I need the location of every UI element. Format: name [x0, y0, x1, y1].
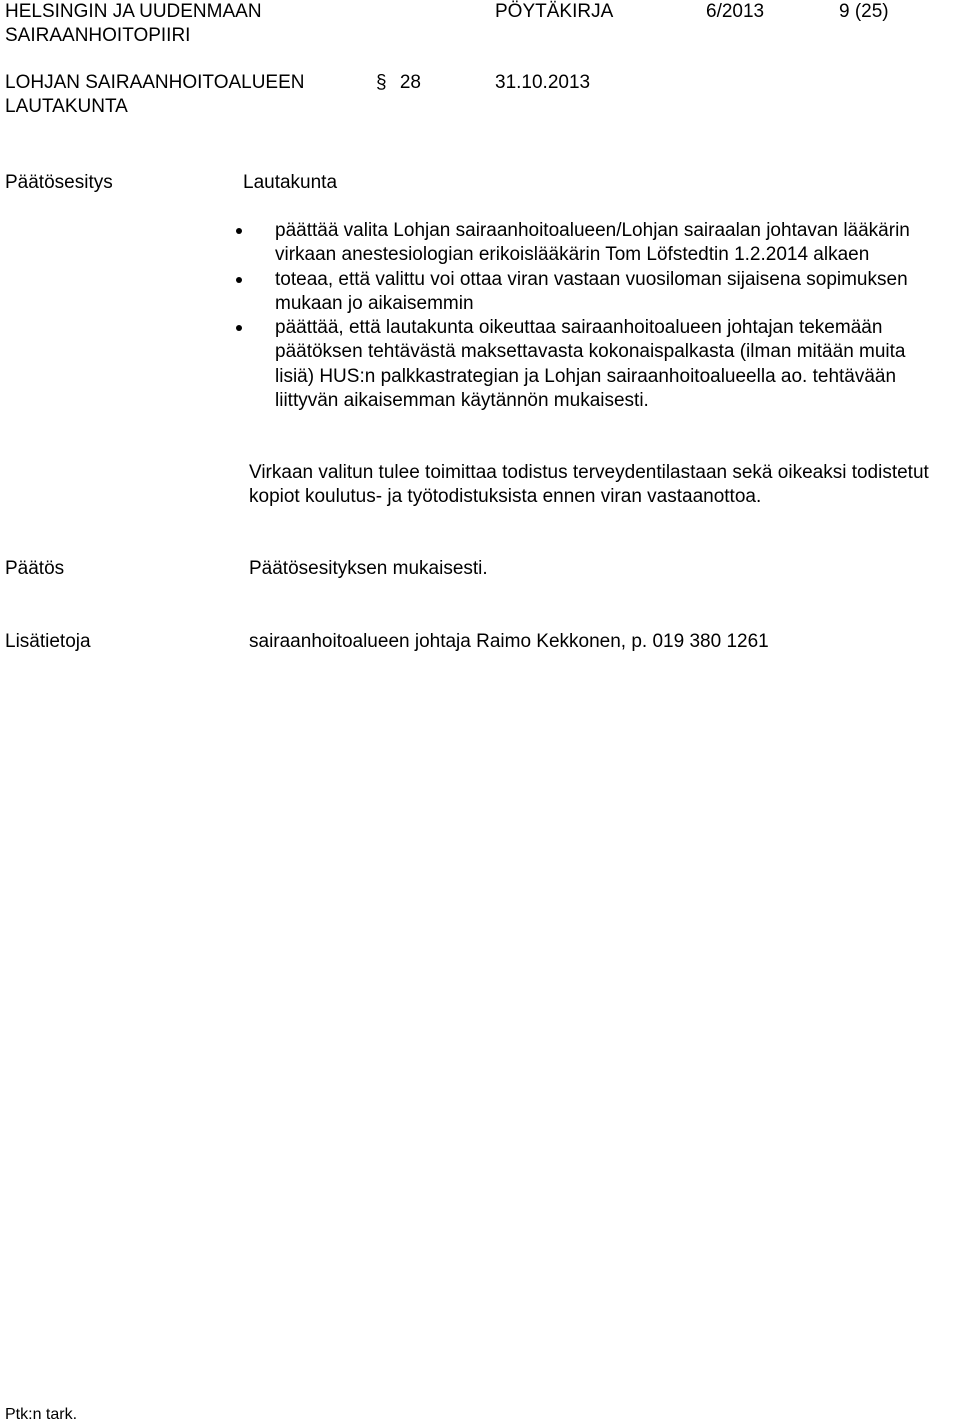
- list-item-text: päättää valita Lohjan sairaanhoitoalueen/Lohjan sairaalan johtavan lääkärin virkaan anestesiologian erikoislääkärin Tom Löfstedtin 1.2.2014 alkaen: [275, 220, 910, 266]
- minutes-check: Ptk:n tark.: [5, 1406, 78, 1423]
- section-number: § 28: [376, 72, 421, 93]
- bullet-icon: [236, 228, 242, 234]
- info-text: sairaanhoitoalueen johtaja Raimo Kekkonen, p. 019 380 1261: [249, 631, 769, 652]
- proposal-list: [236, 219, 941, 413]
- org-name-line2: SAIRAANHOITOPIIRI: [5, 25, 191, 46]
- list-item: [236, 268, 941, 317]
- decision-label: Päätös: [5, 558, 65, 579]
- list-item: [236, 219, 941, 268]
- decision-text: Päätösesityksen mukaisesti.: [249, 558, 488, 579]
- proposal-note: Virkaan valitun tulee toimittaa todistus terveydentilastaan sekä oikeaksi todistetut kopiot koulutus- ja työtodistuksista ennen viran vastaanottoa.: [249, 462, 929, 507]
- document-number: 6/2013: [706, 1, 765, 22]
- list-item: [236, 316, 941, 413]
- board-name-line2: LAUTAKUNTA: [5, 96, 128, 117]
- list-item-text: toteaa, että valittu voi ottaa viran vastaan vuosiloman sijaisena sopimuksen mukaan jo aikaisemmin: [275, 268, 908, 314]
- bullet-icon: [236, 325, 242, 331]
- info-label: Lisätietoja: [5, 631, 91, 652]
- org-name-line1: HELSINGIN JA UUDENMAAN: [5, 1, 262, 22]
- document-type: PÖYTÄKIRJA: [495, 1, 614, 22]
- proposal-label: Päätösesitys: [5, 172, 113, 193]
- proposal-intro: Lautakunta: [243, 172, 338, 193]
- list-item-text: päättää, että lautakunta oikeuttaa sairaanhoitoalueen johtajan tekemään päätöksen tehtävästä maksettavasta kokonaispalkasta (ilman mitään muita lisiä) HUS:n palkkastrategian ja Lohjan sairaanhoitoalueella ao. tehtävään liittyvän aikaisemman käytännön mukaisesti.: [275, 317, 906, 412]
- bullet-icon: [236, 277, 242, 283]
- page-number: 9 (25): [839, 1, 889, 22]
- board-name-line1: LOHJAN SAIRAANHOITOALUEEN: [5, 72, 305, 93]
- meeting-date: 31.10.2013: [495, 72, 591, 93]
